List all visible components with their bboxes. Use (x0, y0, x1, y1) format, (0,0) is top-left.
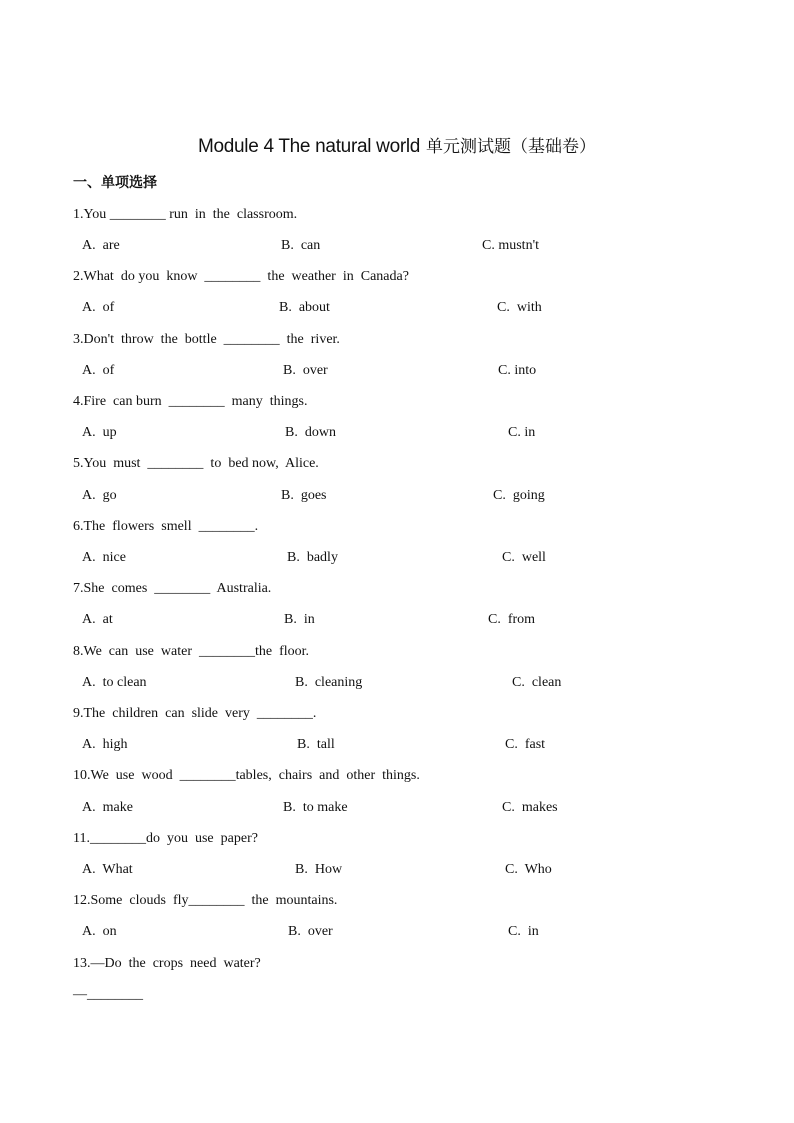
option-b: B. badly (287, 550, 338, 565)
question-stem: 8.We can use water ________the floor. (73, 644, 310, 659)
option-a: A. make (82, 800, 133, 815)
option-b: B. in (284, 612, 315, 627)
option-a: A. to clean (82, 675, 147, 690)
option-a: A. up (82, 425, 117, 440)
section-heading: 一、单项选择 (73, 175, 157, 191)
option-b: B. to make (283, 800, 348, 815)
option-a: A. What (82, 862, 133, 877)
option-a: A. of (82, 300, 115, 315)
answer-line: —________ (73, 987, 143, 1002)
option-c: C. in (508, 924, 539, 939)
option-a: A. on (82, 924, 117, 939)
option-b: B. tall (297, 737, 335, 752)
question-stem: 12.Some clouds fly________ the mountains. (73, 893, 338, 908)
option-b: B. cleaning (295, 675, 363, 690)
question-stem: 10.We use wood ________tables, chairs and other things. (73, 768, 420, 783)
question-stem: 6.The flowers smell ________. (73, 519, 259, 534)
option-a: A. go (82, 488, 117, 503)
option-c: C. mustn't (482, 238, 539, 253)
option-c: C. into (498, 363, 537, 378)
option-c: C. clean (512, 675, 562, 690)
option-a: A. high (82, 737, 128, 752)
option-a: A. of (82, 363, 115, 378)
option-c: C. in (508, 425, 536, 440)
option-a: A. are (82, 238, 120, 253)
option-c: C. makes (502, 800, 558, 815)
question-stem: 2.What do you know ________ the weather in Canada? (73, 269, 409, 284)
option-c: C. with (497, 300, 542, 315)
question-stem: 1.You ________ run in the classroom. (73, 207, 298, 222)
question-stem: 11.________do you use paper? (73, 831, 258, 846)
question-stem: 4.Fire can burn ________ many things. (73, 394, 308, 409)
question-stem: 3.Don't throw the bottle ________ the river. (73, 332, 340, 347)
page-title (0, 133, 794, 161)
question-stem: 13.—Do the crops need water? (73, 956, 261, 971)
option-a: A. nice (82, 550, 126, 565)
option-b: B. goes (281, 488, 327, 503)
option-b: B. over (283, 363, 328, 378)
option-c: C. going (493, 488, 545, 503)
option-c: C. from (488, 612, 536, 627)
option-b: B. about (279, 300, 330, 315)
question-stem: 5.You must ________ to bed now, Alice. (73, 456, 319, 471)
question-stem: 7.She comes ________ Australia. (73, 581, 272, 596)
title-chinese: 单元测试题（基础卷） (426, 137, 597, 157)
option-c: C. fast (505, 737, 546, 752)
title-english: Module 4 The natural world (197, 136, 421, 157)
question-stem: 9.The children can slide very ________. (73, 706, 317, 721)
option-b: B. down (285, 425, 336, 440)
option-c: C. well (502, 550, 546, 565)
option-b: B. can (281, 238, 321, 253)
option-b: B. over (288, 924, 333, 939)
option-a: A. at (82, 612, 113, 627)
option-b: B. How (295, 862, 343, 877)
option-c: C. Who (505, 862, 552, 877)
